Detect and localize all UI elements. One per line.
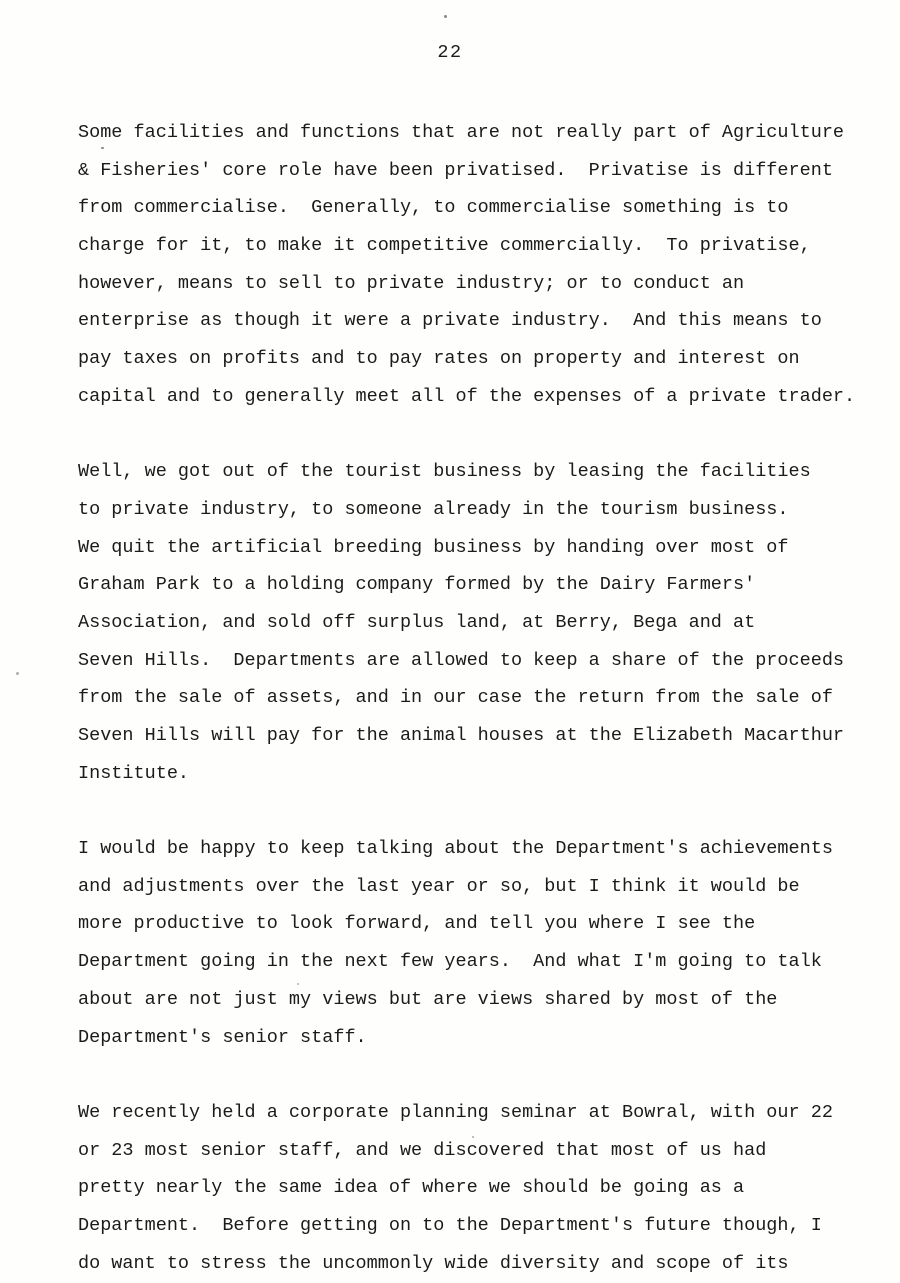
text-line: about are not just my views but are views shared by most of the (78, 988, 778, 1010)
text-line: We quit the artificial breeding business by handing over most of (78, 536, 789, 558)
text-line: Department going in the next few years. And what I'm going to talk (78, 951, 822, 973)
text-line: We recently held a corporate planning seminar at Bowral, with our 22 (78, 1101, 833, 1123)
document-body (78, 114, 878, 1283)
text-line: do want to stress the uncommonly wide diversity and scope of its (78, 1252, 789, 1274)
text-line: capital and to generally meet all of the expenses of a private trader. (78, 385, 856, 407)
paragraph (78, 114, 878, 416)
scan-artifact-dot (16, 672, 19, 675)
text-line: enterprise as though it were a private industry. And this means to (78, 310, 822, 332)
scan-artifact-dot (444, 15, 447, 18)
text-line: or 23 most senior staff, and we discovered that most of us had (78, 1139, 767, 1161)
text-line: Department. Before getting on to the Department's future though, I (78, 1214, 822, 1236)
text-line: Association, and sold off surplus land, at Berry, Bega and at (78, 611, 756, 633)
text-line: Seven Hills will pay for the animal houses at the Elizabeth Macarthur (78, 725, 845, 746)
text-line: however, means to sell to private industry; or to conduct an (78, 272, 745, 294)
text-line: Well, we got out of the tourist business by leasing the facilities (78, 461, 811, 483)
paragraph (78, 1094, 878, 1282)
text-line: Graham Park to a holding company formed by the Dairy Farmers' (78, 574, 756, 596)
text-line: from the sale of assets, and in our case the return from the sale of (78, 687, 833, 709)
text-line: charge for it, to make it competitive commercially. To privatise, (78, 235, 811, 257)
text-line: and adjustments over the last year or so, but I think it would be (78, 875, 800, 897)
text-line: I would be happy to keep talking about the Department's achievements (78, 838, 833, 860)
text-line: pretty nearly the same idea of where we should be going as a (78, 1177, 745, 1199)
text-line: Some facilities and functions that are not really part of Agriculture (78, 122, 845, 143)
paragraph (78, 830, 878, 1056)
text-line: pay taxes on profits and to pay rates on property and interest on (78, 348, 800, 370)
text-line: to private industry, to someone already in the tourism business. (78, 498, 789, 520)
text-line: & Fisheries' core role have been privatised. Privatise is different (78, 159, 833, 181)
paragraph (78, 453, 878, 792)
text-line: Department's senior staff. (78, 1026, 367, 1048)
text-line: more productive to look forward, and tell you where I see the (78, 913, 756, 935)
text-line: Institute. (78, 762, 190, 784)
text-line: from commercialise. Generally, to commercialise something is to (78, 197, 789, 219)
text-line: Seven Hills. Departments are allowed to keep a share of the proceeds (78, 649, 845, 671)
page-number: 22 (437, 42, 463, 63)
